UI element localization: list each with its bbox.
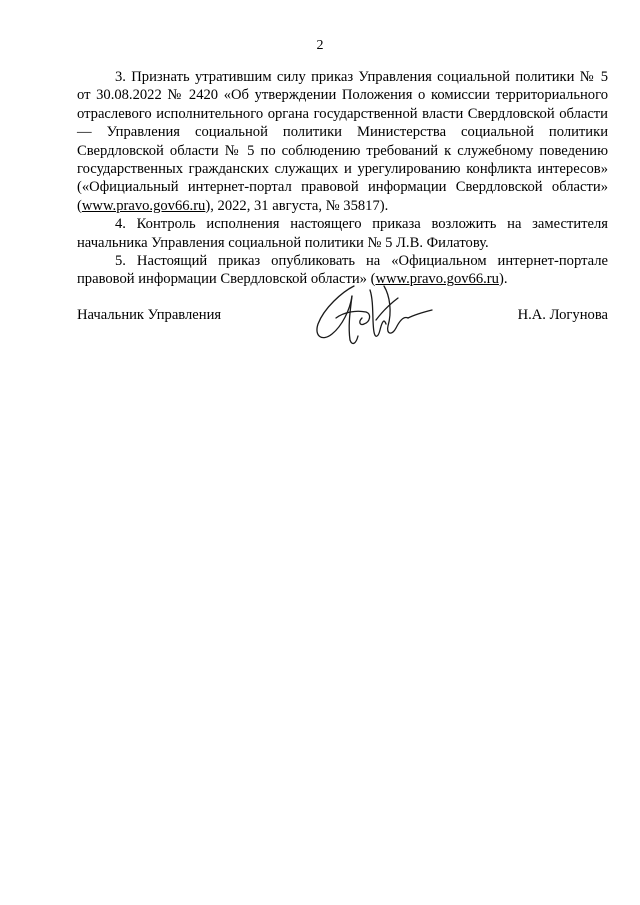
item-5-link[interactable]: www.pravo.gov66.ru <box>375 271 499 288</box>
signature-stroke-3 <box>336 311 370 324</box>
paragraph-item-3 <box>77 68 608 215</box>
signature-stroke-6 <box>376 298 398 320</box>
signature-stroke-4 <box>370 290 386 336</box>
paragraph-item-4 <box>77 215 608 252</box>
signatory-name: Н.А. Логунова <box>517 307 608 323</box>
item-3-text-end: ), 2022, 31 августа, № 35817). <box>205 197 389 214</box>
item-3-text: 3. Признать утратившим силу приказ Управления социальной политики № 5 от 30.08.2022 № 2420 «Об утверждении Положения о комиссии территориального отраслевого исполнительного органа государственной власти Свердловской области — Управления социальной политики Министерства социальной политики Свердловской области № 5 по соблюдению требований к служебному поведению государственных гражданских служащих и урегулированию конфликта интересов» («Официальный интернет-портал правовой информации Свердловской области» ( <box>77 69 608 214</box>
item-3-link[interactable]: www.pravo.gov66.ru <box>81 197 206 214</box>
item-5-text: 5. Настоящий приказ опубликовать на «Официальном интернет-портале правовой информации Свердловской области» ( <box>77 253 608 288</box>
item-4-text: 4. Контроль исполнения настоящего приказа возложить на заместителя начальника Управления социальной политики № 5 Л.В. Филатову. <box>77 216 608 251</box>
signature-stroke-2 <box>349 296 358 343</box>
signatory-position: Начальник Управления <box>77 307 222 323</box>
document-body <box>77 68 608 289</box>
item-5-text-end: ). <box>498 271 508 288</box>
signature-stroke-7 <box>408 310 432 318</box>
page-number: 2 <box>316 38 324 53</box>
signature-stroke-5 <box>384 286 408 333</box>
handwritten-signature <box>312 282 438 350</box>
